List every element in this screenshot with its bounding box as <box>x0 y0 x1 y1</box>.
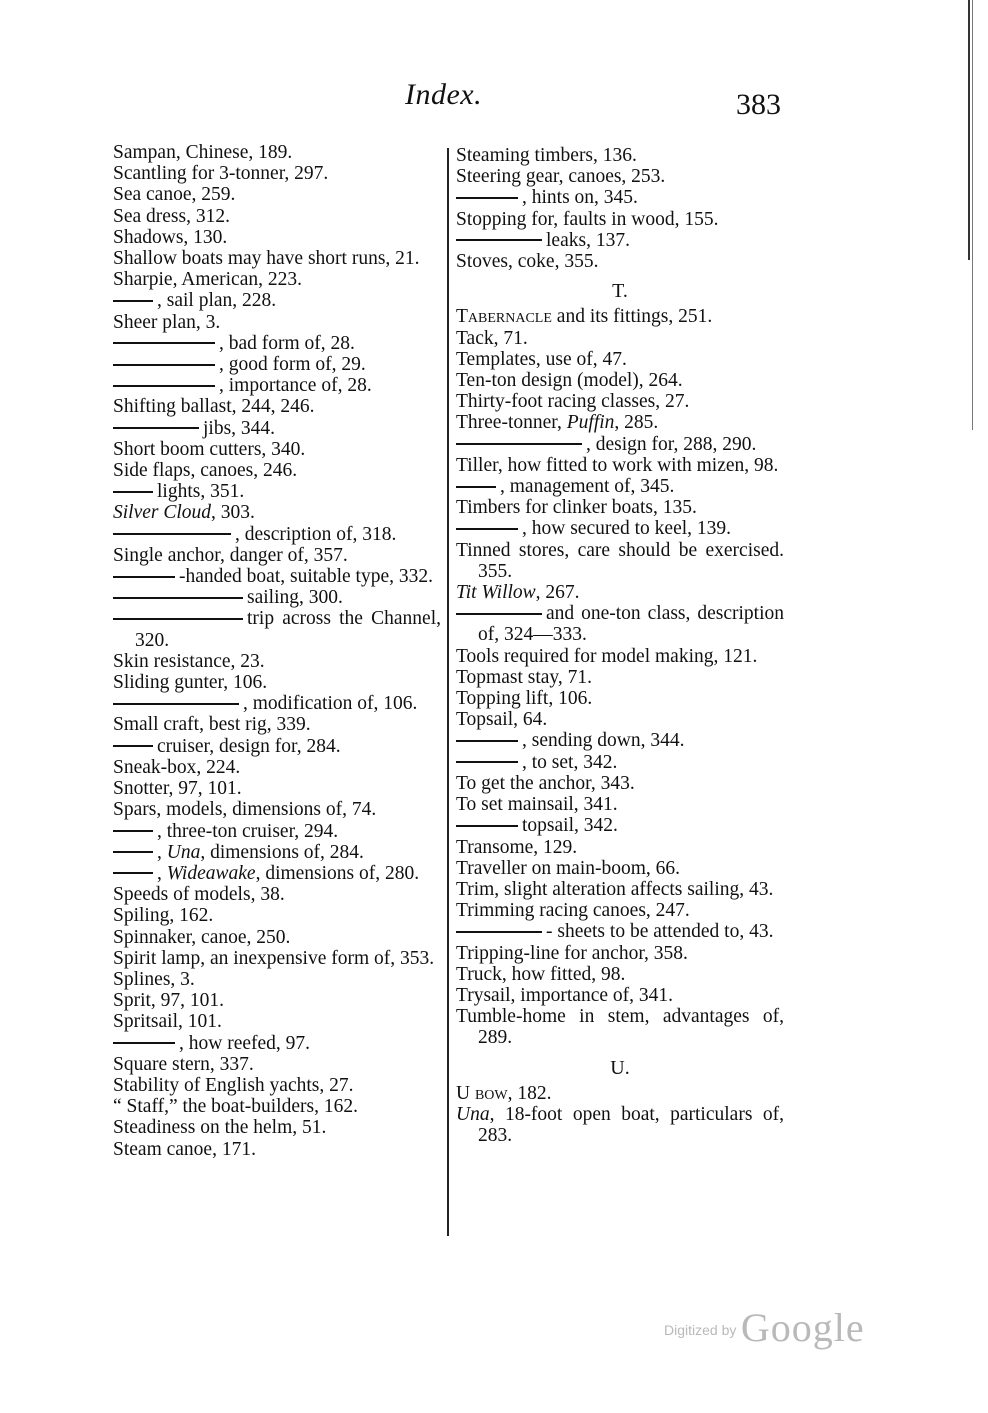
index-entry <box>456 603 784 645</box>
ditto-dash <box>456 528 518 530</box>
index-entry: Sea canoe, 259. <box>113 184 236 206</box>
index-entry: Trysail, importance of, 341. <box>456 984 674 1006</box>
index-entry: Truck, how fitted, 98. <box>456 963 626 985</box>
index-entry <box>113 481 441 502</box>
index-entry: Trim, slight alteration affects sailing, 43. <box>456 878 774 900</box>
vessel-name: Silver Cloud <box>113 502 212 524</box>
index-entry: Topmast stay, 71. <box>456 666 593 688</box>
vessel-name: Puffin <box>566 412 615 434</box>
entry-text: Three-tonner, <box>456 412 567 434</box>
index-entry <box>456 582 784 603</box>
index-entry <box>113 587 441 608</box>
index-entry: Stoves, coke, 355. <box>456 251 599 273</box>
entry-text: leaks, 137. <box>546 229 630 251</box>
index-entry <box>113 608 441 650</box>
vessel-name: Una <box>456 1103 490 1125</box>
ditto-dash <box>456 486 496 488</box>
index-entry: Tiller, how fitted to work with mizen, 98. <box>456 454 779 476</box>
vessel-name: Wideawake <box>166 862 256 884</box>
index-entry <box>113 418 441 439</box>
ditto-dash <box>113 342 215 344</box>
index-entry: Steering gear, canoes, 253. <box>456 166 666 188</box>
index-entry: Sliding gunter, 106. <box>113 672 268 694</box>
index-entry: Stability of English yachts, 27. <box>113 1074 354 1096</box>
index-entry: To set mainsail, 341. <box>456 794 618 816</box>
entry-text: , bad form of, 28. <box>219 332 355 354</box>
index-entry <box>456 476 784 497</box>
index-entry <box>113 821 441 842</box>
ditto-dash <box>113 851 153 853</box>
index-entry <box>113 693 441 714</box>
entry-text: , modification of, 106. <box>243 693 418 715</box>
ditto-dash <box>113 533 231 535</box>
index-entry: Skin resistance, 23. <box>113 650 265 672</box>
index-entry: Spars, models, dimensions of, 74. <box>113 799 377 821</box>
index-entry: Stopping for, faults in wood, 155. <box>456 208 719 230</box>
entry-text: , three-ton cruiser, 294. <box>157 820 339 842</box>
ditto-dash <box>113 745 153 747</box>
entry-text: , 18-foot open boat, particulars of, 283. <box>478 1103 784 1147</box>
section-letter: U. <box>610 1056 630 1079</box>
index-entry: Sneak-box, 224. <box>113 756 241 778</box>
index-entry <box>456 815 784 836</box>
entry-keyword: U bow <box>456 1082 508 1104</box>
index-entry <box>456 1104 784 1146</box>
index-entry: Spirit lamp, an inexpensive form of, 353. <box>113 947 435 969</box>
index-entry: Sprit, 97, 101. <box>113 990 225 1012</box>
index-entry: Steadiness on the helm, 51. <box>113 1117 327 1139</box>
entry-keyword: Tabernacle <box>456 306 552 328</box>
entry-text: , dimensions of, 284. <box>200 841 364 863</box>
ditto-dash <box>113 364 215 366</box>
index-entry: Sampan, Chinese, 189. <box>113 142 293 163</box>
entry-text: , management of, 345. <box>500 476 675 498</box>
index-entry: Timbers for clinker boats, 135. <box>456 497 697 519</box>
index-entry: Tinned stores, care should be exercised. 355. <box>456 539 784 582</box>
ditto-dash <box>456 931 542 933</box>
index-entry: To get the anchor, 343. <box>456 772 635 794</box>
index-entry <box>456 187 784 208</box>
entry-text: , 285. <box>614 412 659 434</box>
entry-text: , 303. <box>211 502 255 524</box>
index-entry: Thirty-foot racing classes, 27. <box>456 391 690 413</box>
index-entry: Sharpie, American, 223. <box>113 269 302 291</box>
index-entry: Shifting ballast, 244, 246. <box>113 396 315 418</box>
entry-text: lights, 351. <box>157 481 245 503</box>
entry-text: - sheets to be attended to, 43. <box>546 921 774 943</box>
entry-text: sailing, 300. <box>247 587 343 609</box>
index-column-right <box>456 145 784 1146</box>
column-divider-rule <box>447 148 449 1236</box>
index-entry: Ten-ton design (model), 264. <box>456 370 683 392</box>
index-entry <box>456 1083 784 1104</box>
entry-text: , 267. <box>535 582 580 604</box>
index-entry: Templates, use of, 47. <box>456 348 627 370</box>
index-entry: Shadows, 130. <box>113 226 228 248</box>
ditto-dash <box>113 427 199 429</box>
index-entry: Single anchor, danger of, 357. <box>113 544 348 566</box>
entry-text: trip across the Channel, 320. <box>135 608 441 651</box>
index-entry <box>113 354 441 375</box>
index-entry: Tack, 71. <box>456 327 528 349</box>
index-entry: Topping lift, 106. <box>456 688 593 710</box>
section-letter: T. <box>612 280 628 303</box>
index-entry: Snotter, 97, 101. <box>113 778 242 800</box>
ditto-dash <box>113 576 175 578</box>
index-entry: Transome, 129. <box>456 836 578 858</box>
index-entry <box>456 306 784 327</box>
index-entry: Trimming racing canoes, 247. <box>456 900 690 922</box>
ditto-dash <box>113 491 153 493</box>
index-column-left <box>113 142 441 1160</box>
index-entry: Sea dress, 312. <box>113 205 230 227</box>
index-entry <box>113 502 441 523</box>
ditto-dash <box>456 239 542 241</box>
index-entry <box>456 752 784 773</box>
entry-text: , to set, 342. <box>522 751 618 773</box>
index-entry: Speeds of models, 38. <box>113 884 285 906</box>
index-entry: Steaming timbers, 136. <box>456 145 637 166</box>
index-entry <box>456 518 784 539</box>
ditto-dash <box>456 825 518 827</box>
index-entry: Sheer plan, 3. <box>113 311 221 333</box>
entry-text: , dimensions of, 280. <box>255 862 420 884</box>
index-entry: Spiling, 162. <box>113 905 214 927</box>
index-entry: Spinnaker, canoe, 250. <box>113 926 291 948</box>
index-entry: Small craft, best rig, 339. <box>113 714 311 736</box>
index-entry: , Wideawake, dimensions of, 280. <box>113 863 441 884</box>
index-entry <box>456 434 784 455</box>
ditto-dash <box>113 597 243 599</box>
ditto-dash <box>456 443 582 445</box>
entry-text: , how reefed, 97. <box>179 1032 311 1054</box>
index-entry <box>456 730 784 751</box>
ditto-dash <box>456 197 518 199</box>
vessel-name: Una <box>166 841 201 863</box>
entry-text: topsail, 342. <box>522 815 618 837</box>
index-entry <box>113 736 441 757</box>
index-entry <box>113 1033 441 1054</box>
index-entry: Traveller on main-boom, 66. <box>456 857 681 879</box>
index-entry: Topsail, 64. <box>456 709 548 731</box>
index-entry <box>113 566 441 587</box>
index-entry: , Una, dimensions of, 284. <box>113 842 441 863</box>
index-entry <box>113 524 441 545</box>
index-entry: Steam canoe, 171. <box>113 1138 256 1160</box>
index-entry: Tripping-line for anchor, 358. <box>456 942 688 964</box>
watermark-prefix: Digitized by <box>664 1322 737 1338</box>
index-entry: Square stern, 337. <box>113 1053 254 1075</box>
entry-text: , good form of, 29. <box>219 354 366 376</box>
index-entry: Short boom cutters, 340. <box>113 438 306 460</box>
entry-text: cruiser, design for, 284. <box>157 735 341 757</box>
entry-text: and one-ton class, description of, 324—333. <box>478 603 784 646</box>
ditto-dash <box>113 300 153 302</box>
entry-text: , 182. <box>507 1082 552 1104</box>
index-entry <box>456 412 784 433</box>
entry-text: jibs, 344. <box>203 417 276 439</box>
watermark-brand: Google <box>740 1305 865 1350</box>
index-entry: Scantling for 3-tonner, 297. <box>113 163 329 185</box>
ditto-dash <box>456 761 518 763</box>
ditto-dash <box>113 830 153 832</box>
entry-text: -handed boat, suitable type, 332. <box>179 566 433 588</box>
vessel-name: Tit Willow <box>456 582 536 604</box>
page-edge-line <box>968 0 970 260</box>
entry-text: , sending down, 344. <box>522 730 685 752</box>
entry-text: , design for, 288, 290. <box>586 433 757 455</box>
entry-text: , importance of, 28. <box>219 375 372 397</box>
index-entry: Side flaps, canoes, 246. <box>113 460 298 482</box>
entry-text: , how secured to keel, 139. <box>522 518 732 540</box>
entry-text: , description of, 318. <box>235 523 397 545</box>
ditto-dash <box>113 703 239 705</box>
index-entry: Splines, 3. <box>113 968 195 990</box>
digitized-watermark <box>664 1304 865 1351</box>
page-edge-line <box>972 0 973 430</box>
entry-text: , sail plan, 228. <box>157 290 277 312</box>
index-entry <box>113 290 441 311</box>
index-entry: Shallow boats may have short runs, 21. <box>113 248 420 270</box>
ditto-dash <box>456 613 542 615</box>
running-head-title: Index. <box>405 78 483 111</box>
ditto-dash <box>113 872 153 874</box>
index-entry <box>113 333 441 354</box>
ditto-dash <box>113 1042 175 1044</box>
entry-text: , hints on, 345. <box>522 187 638 209</box>
index-entry: “ Staff,” the boat-builders, 162. <box>113 1096 358 1118</box>
index-entry <box>456 230 784 251</box>
index-entry <box>113 375 441 396</box>
page-number: 383 <box>736 88 781 121</box>
ditto-dash <box>113 618 243 620</box>
index-entry: Spritsail, 101. <box>113 1011 222 1033</box>
ditto-dash <box>113 385 215 387</box>
ditto-dash <box>456 740 518 742</box>
index-entry <box>456 921 784 942</box>
entry-text: and its fittings, 251. <box>551 306 713 328</box>
index-entry: Tools required for model making, 121. <box>456 645 758 667</box>
index-entry: Tumble-home in stem, advantages of, 289. <box>456 1006 784 1049</box>
